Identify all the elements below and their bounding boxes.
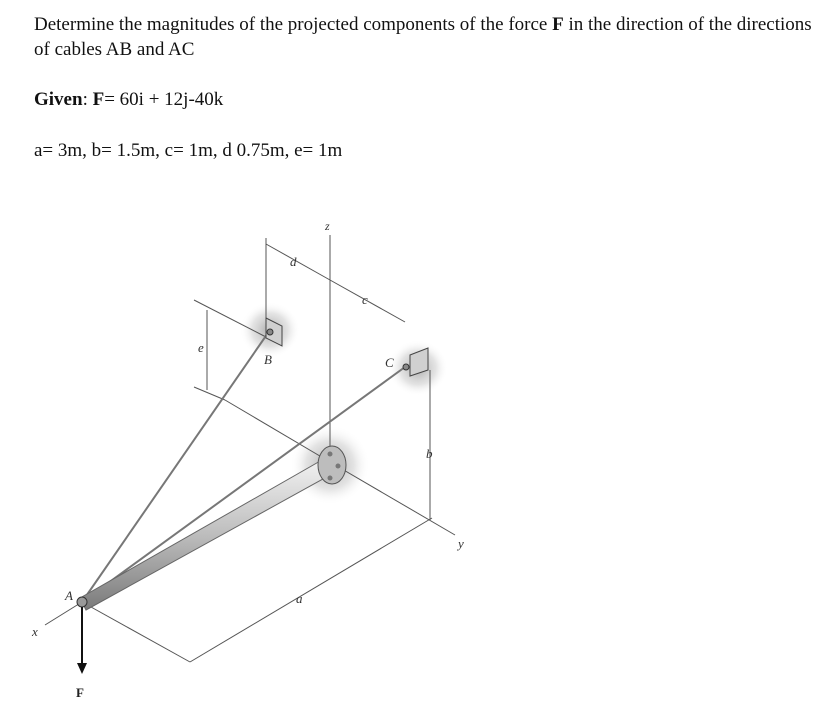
d-dimension-line [266, 244, 330, 280]
label-c: c [362, 292, 368, 307]
plate-bolt-3 [328, 476, 333, 481]
given-line [34, 89, 223, 111]
given-label: Given [34, 89, 83, 110]
force-symbol: F [552, 14, 564, 35]
label-c-point: C [385, 355, 394, 370]
label-a-point: A [65, 588, 73, 603]
a-dimension-line [190, 518, 432, 662]
anchor-c-ring [403, 364, 409, 370]
pole [80, 460, 332, 610]
label-d: d [290, 254, 297, 269]
anchor-b-ring [267, 329, 273, 335]
e-bottom-extension [194, 387, 225, 400]
label-a-dim: a [296, 591, 303, 606]
label-f: F [76, 685, 84, 700]
a-extension-left [82, 602, 190, 662]
force-f-arrowhead [77, 663, 87, 674]
label-y: y [458, 536, 464, 551]
given-force-value: = 60i + 12j-40k [104, 89, 224, 110]
x-axis-line [45, 602, 82, 625]
label-e: e [198, 340, 204, 355]
label-b-point: B [264, 352, 272, 367]
problem-text [34, 12, 824, 62]
problem-statement [34, 12, 824, 62]
label-x: x [32, 624, 38, 639]
given-separator: : [82, 89, 93, 110]
label-b-dim: b [426, 446, 433, 461]
plate-bolt-2 [336, 464, 341, 469]
given-force-symbol: F [92, 89, 105, 110]
label-z: z [325, 219, 330, 233]
parameters-line: a= 3m, b= 1.5m, c= 1m, d 0.75m, e= 1m [34, 140, 343, 161]
statics-figure [0, 200, 560, 707]
statement-part2: in the direction of the directions of cables AB and AC [34, 14, 812, 60]
plate-bolt-1 [328, 452, 333, 457]
statement-part1: Determine the magnitudes of the projected components of the force [34, 14, 553, 35]
cable-ab [82, 330, 270, 602]
point-a-joint [77, 597, 87, 607]
